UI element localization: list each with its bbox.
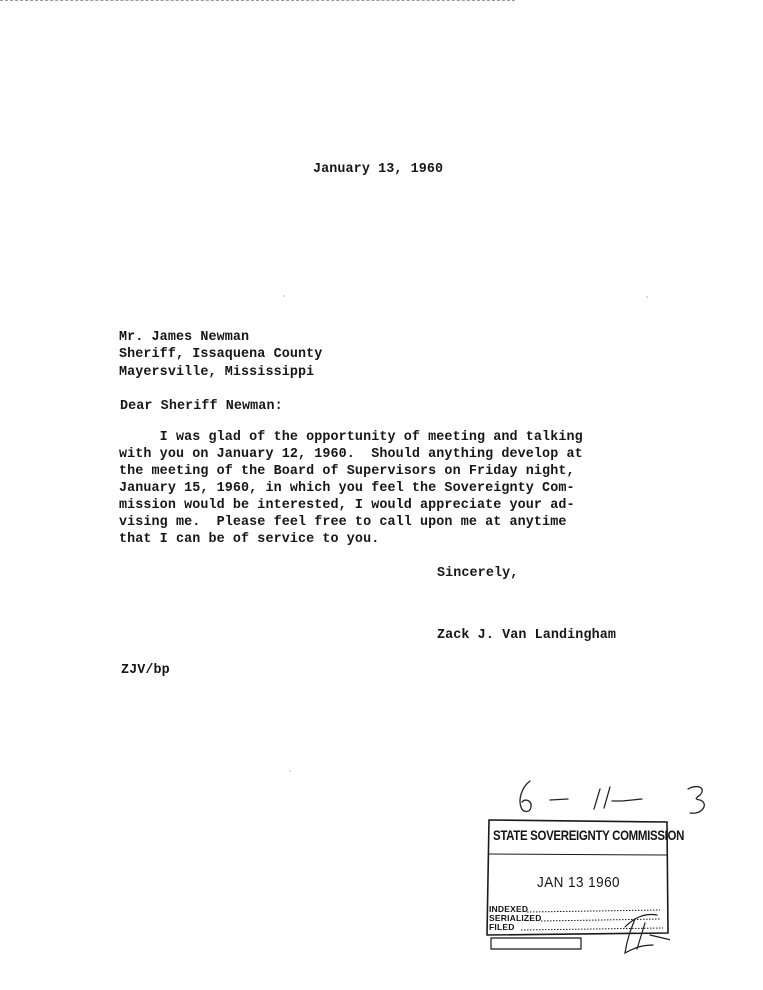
body-line: vising me. Please feel free to call upon me at anytime bbox=[119, 515, 567, 530]
stamp-date: JAN 13 1960 bbox=[537, 874, 621, 891]
body-line: January 15, 1960, in which you feel the Sovereignty Com- bbox=[119, 481, 575, 496]
recipient-title: Sheriff, Issaquena County bbox=[119, 347, 323, 362]
typist-initials: ZJV/bp bbox=[121, 663, 170, 678]
body-line: that I can be of service to you. bbox=[119, 532, 380, 547]
letter-date: January 13, 1960 bbox=[313, 162, 444, 177]
commission-received-stamp bbox=[485, 817, 685, 957]
recipient-location: Mayersville, Mississippi bbox=[119, 365, 315, 380]
stamp-label-serialized: SERIALIZED bbox=[489, 913, 542, 923]
scan-speck bbox=[283, 295, 285, 297]
body-line: the meeting of the Board of Supervisors on Friday night, bbox=[119, 464, 575, 479]
stamp-title: STATE SOVEREIGNTY COMMISSION bbox=[493, 827, 685, 843]
body-line: with you on January 12, 1960. Should anything develop at bbox=[119, 447, 583, 462]
recipient-name: Mr. James Newman bbox=[119, 330, 250, 345]
closing: Sincerely, bbox=[437, 566, 519, 581]
body-line: I was glad of the opportunity of meeting and talking bbox=[119, 430, 583, 445]
salutation: Dear Sheriff Newman: bbox=[120, 399, 283, 414]
scan-speck bbox=[646, 296, 648, 298]
stamp-label-filed: FILED bbox=[489, 922, 515, 932]
body-line: mission would be interested, I would appreciate your ad- bbox=[119, 498, 575, 513]
top-perforation-line bbox=[0, 0, 515, 1]
signer-name: Zack J. Van Landingham bbox=[437, 628, 616, 643]
stamp-label-indexed: INDEXED bbox=[489, 904, 529, 914]
scan-speck bbox=[289, 770, 291, 772]
